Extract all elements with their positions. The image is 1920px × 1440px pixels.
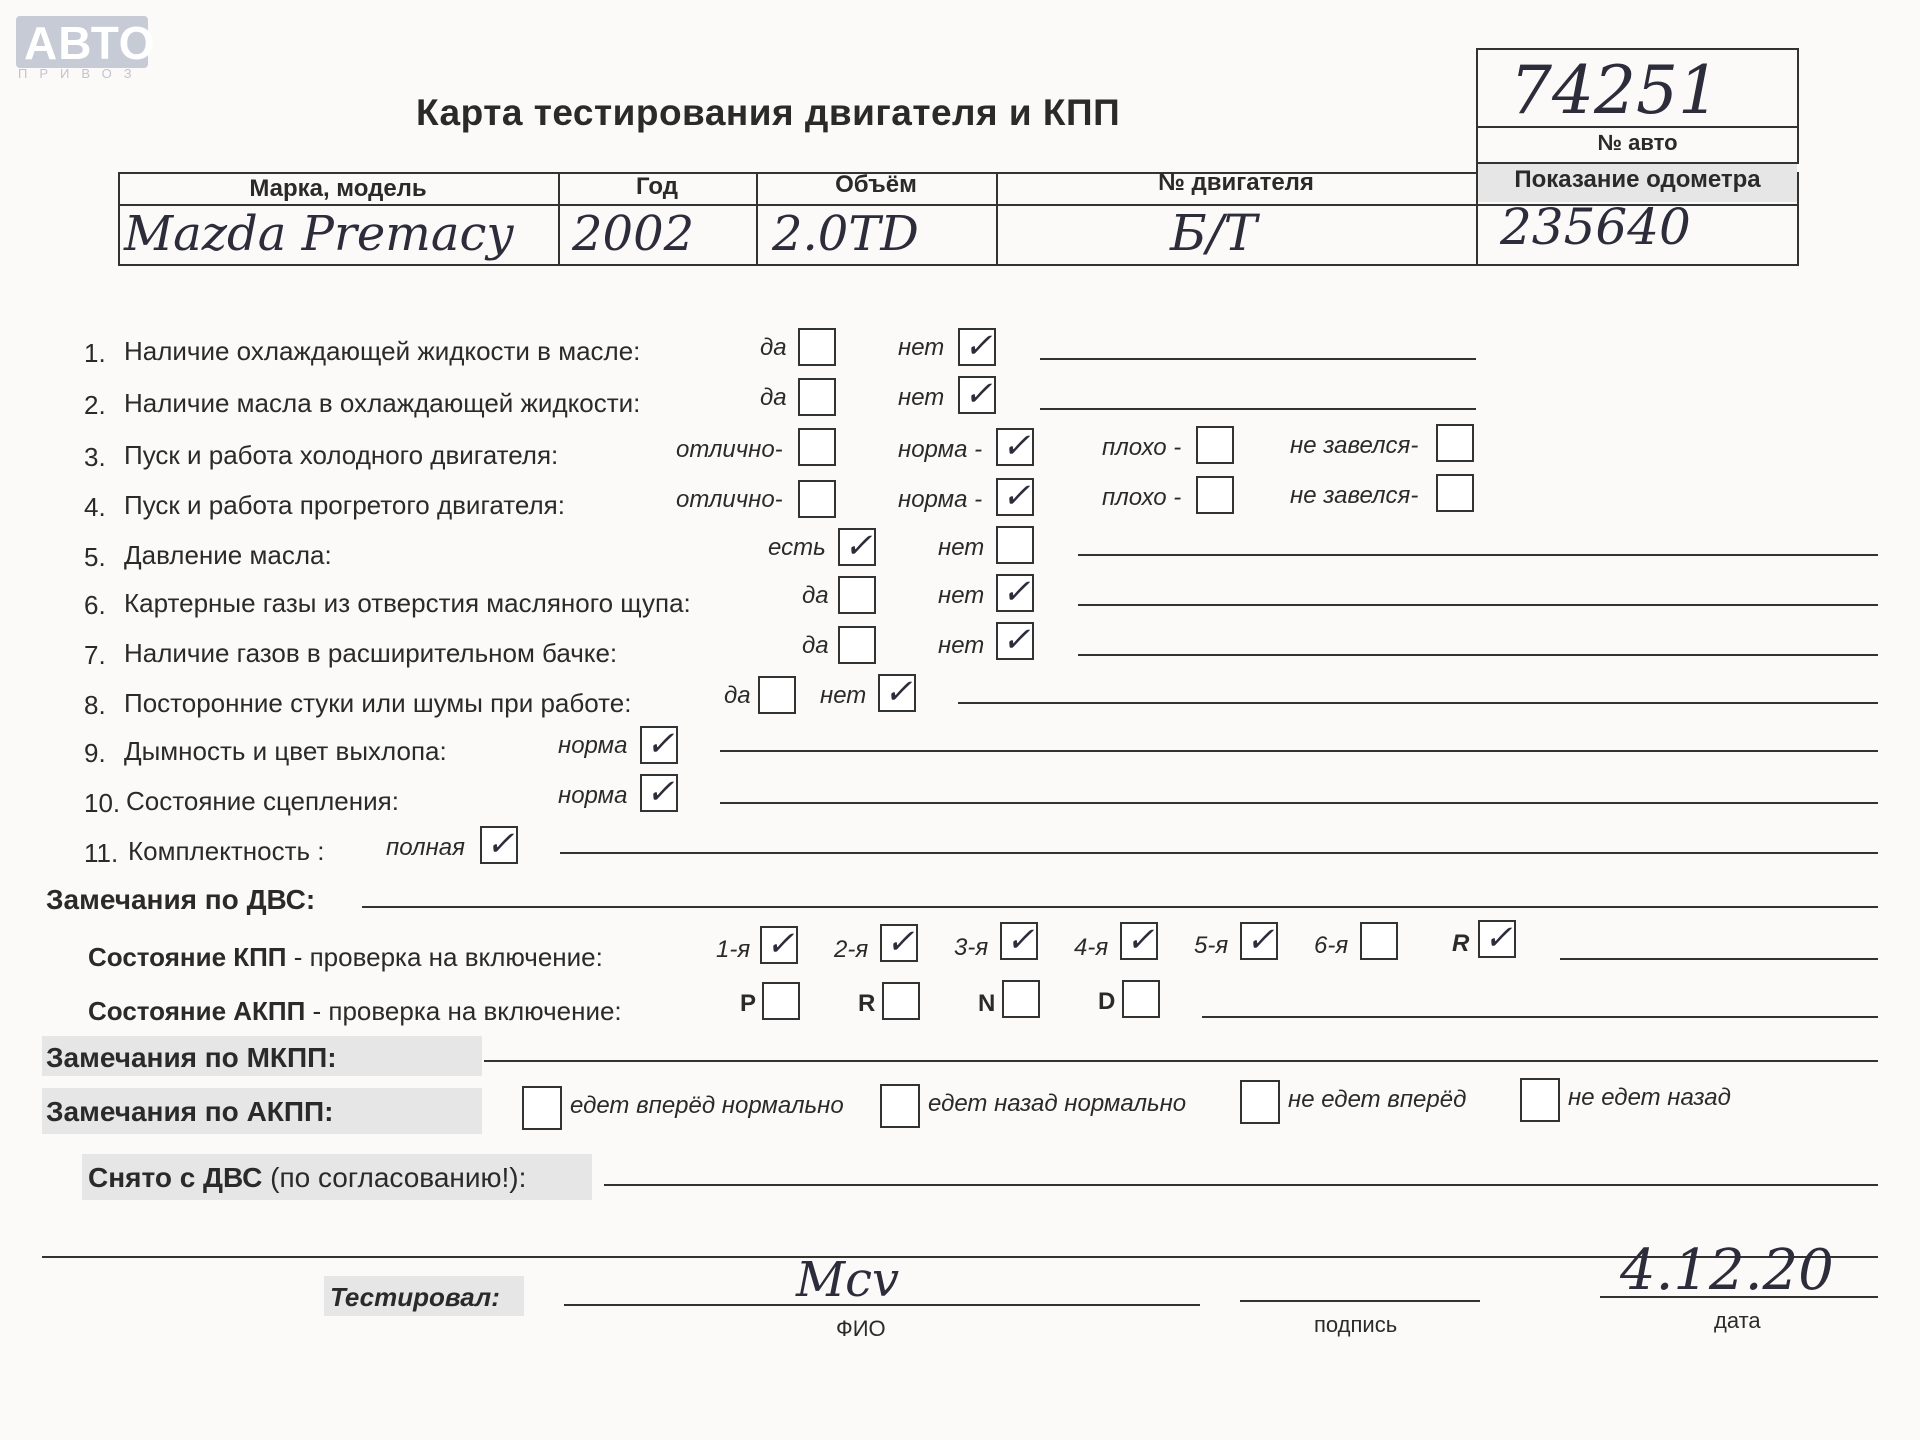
item-number: 7. — [84, 640, 106, 670]
gear-5-checkbox[interactable] — [1240, 922, 1278, 960]
item-number: 9. — [84, 738, 106, 768]
remark-line — [1078, 604, 1878, 606]
kpp-check-rest: - проверка на включение: — [286, 942, 603, 972]
option-label: норма - — [898, 486, 983, 513]
checkbox-no[interactable] — [878, 674, 916, 712]
gear-reverse-checkbox[interactable] — [1478, 920, 1516, 958]
fio-label: ФИО — [836, 1316, 886, 1341]
checkbox-yes[interactable] — [838, 576, 876, 614]
year-label: Год — [636, 173, 678, 200]
option-label: нет — [938, 582, 985, 609]
checkbox-yes[interactable] — [798, 328, 836, 366]
footer-separator — [42, 1256, 1878, 1258]
checkmark-icon: ✓ — [1002, 476, 1031, 516]
gear-label: 3-я — [954, 934, 989, 961]
checkbox-bad[interactable] — [1196, 476, 1234, 514]
akpp-option-label: не едет вперёд — [1288, 1086, 1467, 1113]
brand-value: Mazda Premacy — [124, 206, 514, 262]
engine-label: № двигателя — [1158, 169, 1314, 196]
option-label: плохо - — [1102, 434, 1182, 461]
remark-line — [958, 702, 1878, 704]
item-number: 6. — [84, 590, 106, 620]
checkmark-icon: ✓ — [886, 922, 915, 962]
removed-rest: (по согласованию!): — [262, 1162, 527, 1193]
item-text: Посторонние стуки или шумы при работе: — [124, 688, 632, 718]
option-label: нет — [820, 682, 867, 709]
item-text: Давление масла: — [124, 540, 332, 570]
akpp-remark-line — [1202, 1016, 1878, 1018]
item-number: 4. — [84, 492, 106, 522]
checkmark-icon: ✓ — [1002, 572, 1031, 612]
engine-value: Б/Т — [1170, 204, 1257, 262]
mode-label: D — [1098, 988, 1116, 1015]
option-label: есть — [768, 534, 826, 561]
item-text: Пуск и работа холодного двигателя: — [124, 440, 559, 470]
logo-text: АВТО — [24, 17, 156, 69]
volume-label: Объём — [835, 171, 917, 198]
checkbox-yes[interactable] — [758, 676, 796, 714]
checkmark-icon: ✓ — [964, 326, 993, 366]
mode-p-checkbox[interactable] — [762, 982, 800, 1020]
checkbox-normal[interactable] — [996, 428, 1034, 466]
checkmark-icon: ✓ — [1484, 918, 1513, 958]
option-label: отлично- — [676, 436, 783, 463]
gear-label: 1-я — [716, 936, 751, 963]
mode-label: R — [858, 990, 876, 1017]
item-number: 1. — [84, 338, 106, 368]
option-label: плохо - — [1102, 484, 1182, 511]
page-title: Карта тестирования двигателя и КПП — [416, 92, 1121, 133]
checkbox-no[interactable] — [958, 328, 996, 366]
akpp-option-label: не едет назад — [1568, 1084, 1731, 1111]
gear-6-checkbox[interactable] — [1360, 922, 1398, 960]
option-label: да — [802, 632, 829, 659]
remarks-mkpp-label: Замечания по МКПП: — [46, 1042, 337, 1073]
option-label: да — [760, 384, 787, 411]
item-text: Пуск и работа прогретого двигателя: — [124, 490, 565, 520]
mode-d-checkbox[interactable] — [1122, 980, 1160, 1018]
item-number: 8. — [84, 690, 106, 720]
item-text: Наличие охлаждающей жидкости в масле: — [124, 336, 641, 366]
akpp-option-label: едет вперёд нормально — [570, 1092, 844, 1119]
checkmark-icon: ✓ — [1002, 620, 1031, 660]
remarks-dvs-label: Замечания по ДВС: — [46, 884, 316, 915]
checkmark-icon: ✓ — [646, 772, 675, 812]
option-label: да — [802, 582, 829, 609]
item-text: Дымность и цвет выхлопа: — [124, 736, 447, 766]
checkmark-icon: ✓ — [766, 924, 795, 964]
item-text: Картерные газы из отверстия масляного щупа: — [124, 588, 691, 618]
item-number: 5. — [84, 542, 106, 572]
kpp-remark-line — [1560, 958, 1878, 960]
signature-scribble: Mcv — [796, 1252, 900, 1308]
gear-label: 6-я — [1314, 932, 1349, 959]
option-label: нет — [898, 334, 945, 361]
option-label: не завелся- — [1290, 482, 1419, 509]
option-label: норма — [558, 782, 628, 809]
remark-line — [1078, 654, 1878, 656]
item-number: 3. — [84, 442, 106, 472]
checkmark-icon: ✓ — [1002, 426, 1031, 466]
akpp-option-label: едет назад нормально — [928, 1090, 1187, 1117]
odometer-value: 235640 — [1500, 198, 1691, 256]
checkmark-icon: ✓ — [1246, 920, 1275, 960]
checkbox-normal[interactable] — [996, 478, 1034, 516]
year-value: 2002 — [572, 206, 695, 262]
remark-line — [1040, 408, 1476, 410]
checkbox-normal[interactable] — [640, 726, 678, 764]
checkbox-excellent[interactable] — [798, 480, 836, 518]
option-label: норма — [558, 732, 628, 759]
item-text: Наличие масла в охлаждающей жидкости: — [124, 388, 641, 418]
signature-label: подпись — [1314, 1312, 1398, 1337]
checkbox-not-started[interactable] — [1436, 424, 1474, 462]
car-number-value: 74251 — [1510, 52, 1720, 129]
item-number: 11. — [84, 838, 119, 868]
option-label: не завелся- — [1290, 432, 1419, 459]
mode-r-checkbox[interactable] — [882, 982, 920, 1020]
gear-1-checkbox[interactable] — [760, 926, 798, 964]
remark-line — [720, 802, 1878, 804]
gear-2-checkbox[interactable] — [880, 924, 918, 962]
checkbox-no[interactable] — [958, 376, 996, 414]
akpp-check-bold: Состояние АКПП — [88, 996, 306, 1026]
remarks-mkpp-line[interactable] — [484, 1060, 1878, 1062]
checkbox-excellent[interactable] — [798, 428, 836, 466]
option-label: нет — [938, 632, 985, 659]
option-label: норма - — [898, 436, 983, 463]
checkbox-present[interactable] — [838, 528, 876, 566]
option-label: да — [724, 682, 751, 709]
tested-label: Тестировал: — [330, 1282, 500, 1312]
no-reverse-checkbox[interactable] — [1520, 1078, 1560, 1122]
checkbox-complete[interactable] — [480, 826, 518, 864]
remarks-akpp-label: Замечания по АКПП: — [46, 1096, 334, 1127]
mode-label: P — [740, 990, 757, 1017]
checkmark-icon: ✓ — [646, 724, 675, 764]
no-forward-checkbox[interactable] — [1240, 1080, 1280, 1124]
date-label: дата — [1714, 1308, 1761, 1333]
item-number: 10. — [84, 788, 121, 818]
volume-value: 2.0TD — [772, 206, 919, 262]
checkmark-icon: ✓ — [964, 374, 993, 414]
drives-back-ok-checkbox[interactable] — [880, 1084, 920, 1128]
remark-line — [560, 852, 1878, 854]
kpp-check-label — [88, 942, 603, 973]
removed-bold: Снято с ДВС — [88, 1162, 263, 1193]
checkmark-icon: ✓ — [844, 526, 873, 566]
gear-4-checkbox[interactable] — [1120, 922, 1158, 960]
checkbox-yes[interactable] — [838, 626, 876, 664]
checkbox-no[interactable] — [996, 622, 1034, 660]
checkbox-absent[interactable] — [996, 526, 1034, 564]
checkbox-no[interactable] — [996, 574, 1034, 612]
remark-line — [720, 750, 1878, 752]
mode-label: N — [978, 990, 996, 1017]
gear-label: 2-я — [834, 936, 869, 963]
option-label: нет — [938, 534, 985, 561]
remark-line — [1040, 358, 1476, 360]
gear-3-checkbox[interactable] — [1000, 922, 1038, 960]
checkbox-bad[interactable] — [1196, 426, 1234, 464]
brand-label: Марка, модель — [249, 175, 427, 202]
option-label: полная — [386, 834, 465, 861]
signature-line[interactable] — [1240, 1300, 1480, 1302]
car-number-label: № авто — [1597, 130, 1678, 155]
akpp-check-rest: - проверка на включение: — [305, 996, 622, 1026]
item-text: Комплектность : — [128, 836, 325, 866]
checkmark-icon: ✓ — [1006, 920, 1035, 960]
checkmark-icon: ✓ — [884, 672, 913, 712]
option-label: нет — [898, 384, 945, 411]
remarks-dvs-line[interactable] — [362, 906, 1878, 908]
mode-n-checkbox[interactable] — [1002, 980, 1040, 1018]
date-value: 4.12.20 — [1620, 1238, 1834, 1303]
option-label: да — [760, 334, 787, 361]
checkmark-icon: ✓ — [1126, 920, 1155, 960]
akpp-check-label — [88, 996, 622, 1027]
item-text: Наличие газов в расширительном бачке: — [124, 638, 618, 668]
remark-line — [1078, 554, 1878, 556]
removed-label — [88, 1162, 526, 1194]
item-text: Состояние сцепления: — [126, 786, 399, 816]
gear-label: R — [1452, 930, 1470, 957]
checkbox-not-started[interactable] — [1436, 474, 1474, 512]
gear-label: 4-я — [1074, 934, 1109, 961]
removed-line[interactable] — [604, 1184, 1878, 1186]
drives-forward-ok-checkbox[interactable] — [522, 1086, 562, 1130]
checkbox-yes[interactable] — [798, 378, 836, 416]
option-label: отлично- — [676, 486, 783, 513]
checkbox-normal[interactable] — [640, 774, 678, 812]
item-number: 2. — [84, 390, 106, 420]
logo-subtext: ПРИВОЗ — [18, 66, 144, 81]
checkmark-icon: ✓ — [486, 824, 515, 864]
odometer-label: Показание одометра — [1514, 166, 1761, 193]
gear-label: 5-я — [1194, 932, 1229, 959]
kpp-check-bold: Состояние КПП — [88, 942, 287, 972]
